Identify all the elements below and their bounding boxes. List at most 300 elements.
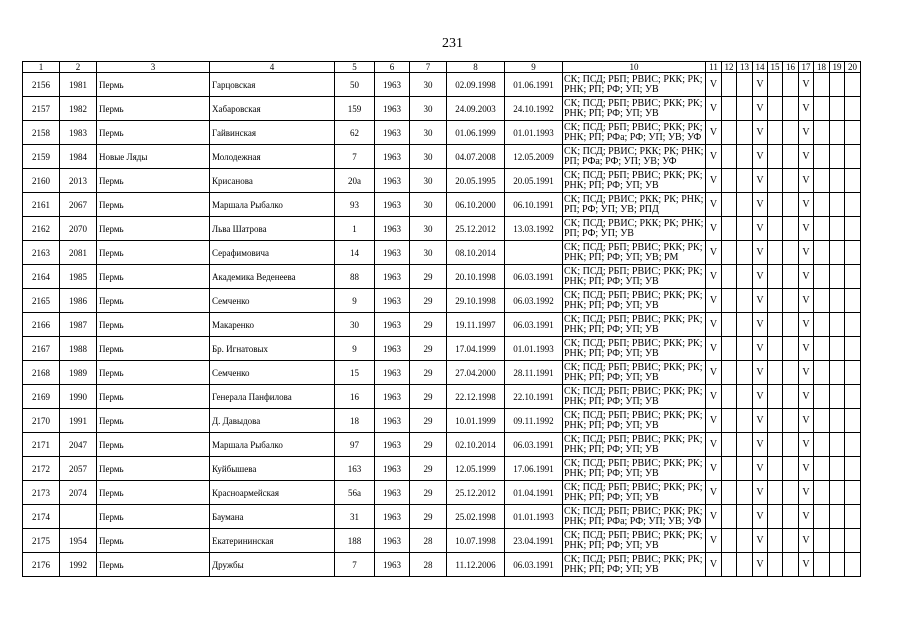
cell-value-col7: 30 [410,193,447,217]
column-header-5: 5 [335,62,375,73]
cell-mark-col18 [814,145,830,169]
cell-mark-col20 [845,361,861,385]
cell-date-col9: 06.03.1991 [505,553,563,577]
column-header-1: 1 [23,62,60,73]
cell-street: Крисанова [210,169,335,193]
cell-mark-col11: V [706,73,722,97]
cell-mark-col14: V [753,289,768,313]
cell-year: 1963 [375,121,410,145]
cell-mark-col13 [737,73,753,97]
cell-mark-col18 [814,553,830,577]
cell-mark-col12 [722,121,737,145]
cell-value-col7: 28 [410,529,447,553]
cell-mark-col18 [814,289,830,313]
cell-mark-col17: V [799,457,814,481]
cell-mark-col12 [722,529,737,553]
cell-value-col7: 29 [410,409,447,433]
cell-mark-col20 [845,481,861,505]
cell-date-col8: 17.04.1999 [447,337,505,361]
cell-row-number: 2169 [23,385,60,409]
cell-row-number: 2156 [23,73,60,97]
cell-mark-col12 [722,145,737,169]
cell-row-number: 2164 [23,265,60,289]
cell-mark-col12 [722,361,737,385]
cell-house-number: 30 [335,313,375,337]
cell-mark-col12 [722,313,737,337]
cell-mark-col20 [845,553,861,577]
cell-mark-col16 [783,121,799,145]
table-row [23,193,861,217]
cell-mark-col18 [814,385,830,409]
cell-mark-col12 [722,265,737,289]
cell-mark-col17: V [799,481,814,505]
cell-mark-col19 [830,217,845,241]
cell-mark-col15 [768,505,783,529]
cell-mark-col20 [845,241,861,265]
cell-row-number: 2163 [23,241,60,265]
cell-record-number: 2074 [60,481,97,505]
cell-mark-col13 [737,193,753,217]
cell-settlement: Пермь [97,361,210,385]
cell-mark-col16 [783,289,799,313]
cell-date-col8: 22.12.1998 [447,385,505,409]
cell-mark-col11: V [706,145,722,169]
cell-mark-col11: V [706,457,722,481]
cell-mark-col18 [814,361,830,385]
cell-mark-col16 [783,505,799,529]
cell-year: 1963 [375,409,410,433]
cell-value-col7: 30 [410,145,447,169]
table-row [23,121,861,145]
cell-settlement: Новые Ляды [97,145,210,169]
cell-mark-col16 [783,361,799,385]
cell-mark-col15 [768,241,783,265]
cell-mark-col15 [768,457,783,481]
cell-mark-col19 [830,361,845,385]
table-row [23,529,861,553]
cell-record-number: 1981 [60,73,97,97]
cell-mark-col16 [783,433,799,457]
cell-date-col9: 13.03.1992 [505,217,563,241]
cell-mark-col20 [845,313,861,337]
cell-house-number: 93 [335,193,375,217]
cell-mark-col16 [783,73,799,97]
cell-mark-col13 [737,337,753,361]
cell-row-number: 2167 [23,337,60,361]
cell-mark-col11: V [706,385,722,409]
cell-mark-col11: V [706,289,722,313]
cell-house-number: 50 [335,73,375,97]
cell-year: 1963 [375,361,410,385]
cell-mark-col13 [737,217,753,241]
cell-mark-col11: V [706,433,722,457]
cell-date-col8: 20.05.1995 [447,169,505,193]
cell-date-col8: 24.09.2003 [447,97,505,121]
cell-date-col8: 12.05.1999 [447,457,505,481]
table-row [23,145,861,169]
cell-date-col9: 06.03.1991 [505,265,563,289]
cell-mark-col11: V [706,409,722,433]
cell-date-col9: 24.10.1992 [505,97,563,121]
cell-mark-col20 [845,385,861,409]
cell-settlement: Пермь [97,337,210,361]
cell-mark-col16 [783,553,799,577]
table-row [23,433,861,457]
cell-mark-col18 [814,241,830,265]
table-row [23,289,861,313]
cell-mark-col11: V [706,121,722,145]
cell-value-col7: 30 [410,217,447,241]
cell-house-number: 1 [335,217,375,241]
cell-mark-col19 [830,73,845,97]
cell-mark-col14: V [753,97,768,121]
cell-mark-col12 [722,169,737,193]
column-header-3: 3 [97,62,210,73]
cell-year: 1963 [375,433,410,457]
cell-mark-col17: V [799,145,814,169]
cell-mark-col13 [737,433,753,457]
cell-mark-col12 [722,73,737,97]
cell-mark-col13 [737,97,753,121]
cell-date-col9 [505,241,563,265]
cell-date-col9: 20.05.1991 [505,169,563,193]
cell-year: 1963 [375,145,410,169]
cell-mark-col15 [768,73,783,97]
cell-date-col9: 17.06.1991 [505,457,563,481]
cell-codes: СК; ПСД; РВИС; РКК; РК; РНК; РП; РФ; УП; УВ; РПД [563,193,706,217]
table-row [23,409,861,433]
cell-street: Баумана [210,505,335,529]
cell-row-number: 2165 [23,289,60,313]
cell-value-col7: 29 [410,433,447,457]
cell-house-number: 7 [335,145,375,169]
cell-mark-col17: V [799,337,814,361]
cell-mark-col11: V [706,217,722,241]
cell-mark-col17: V [799,241,814,265]
cell-settlement: Пермь [97,73,210,97]
cell-codes: СК; ПСД; РБП; РВИС; РКК; РК; РНК; РП; РФ; УП; УВ [563,265,706,289]
cell-date-col9: 01.01.1993 [505,121,563,145]
cell-mark-col15 [768,145,783,169]
cell-settlement: Пермь [97,169,210,193]
cell-mark-col17: V [799,385,814,409]
cell-mark-col15 [768,361,783,385]
cell-mark-col17: V [799,265,814,289]
cell-mark-col12 [722,409,737,433]
cell-mark-col20 [845,217,861,241]
table-row [23,73,861,97]
table-row [23,553,861,577]
cell-house-number: 31 [335,505,375,529]
table-row [23,265,861,289]
cell-record-number: 2070 [60,217,97,241]
cell-mark-col13 [737,505,753,529]
cell-mark-col15 [768,337,783,361]
cell-mark-col18 [814,73,830,97]
cell-house-number: 16 [335,385,375,409]
cell-mark-col16 [783,313,799,337]
cell-mark-col14: V [753,361,768,385]
cell-mark-col13 [737,361,753,385]
cell-mark-col12 [722,481,737,505]
cell-street: Гарцовская [210,73,335,97]
cell-mark-col19 [830,409,845,433]
cell-mark-col11: V [706,241,722,265]
cell-house-number: 15 [335,361,375,385]
cell-mark-col12 [722,289,737,313]
cell-street: Д. Давыдова [210,409,335,433]
cell-codes: СК; ПСД; РВИС; РКК; РК; РНК; РП; РФа; РФ; УП; УВ; УФ [563,145,706,169]
cell-date-col8: 06.10.2000 [447,193,505,217]
cell-settlement: Пермь [97,385,210,409]
cell-year: 1963 [375,241,410,265]
cell-value-col7: 30 [410,169,447,193]
cell-year: 1963 [375,265,410,289]
cell-date-col8: 25.02.1998 [447,505,505,529]
cell-date-col8: 04.07.2008 [447,145,505,169]
cell-street: Бр. Игнатовых [210,337,335,361]
cell-mark-col20 [845,121,861,145]
column-header-6: 6 [375,62,410,73]
cell-codes: СК; ПСД; РБП; РВИС; РКК; РК; РНК; РП; РФ; УП; УВ [563,169,706,193]
cell-mark-col15 [768,289,783,313]
cell-mark-col20 [845,433,861,457]
cell-mark-col14: V [753,505,768,529]
cell-codes: СК; ПСД; РБП; РВИС; РКК; РК; РНК; РП; РФа; РФ; УП; УВ; УФ [563,121,706,145]
cell-date-col8: 20.10.1998 [447,265,505,289]
cell-mark-col15 [768,193,783,217]
cell-settlement: Пермь [97,457,210,481]
cell-date-col9: 06.03.1991 [505,313,563,337]
cell-mark-col20 [845,505,861,529]
cell-codes: СК; ПСД; РБП; РВИС; РКК; РК; РНК; РП; РФ; УП; УВ [563,313,706,337]
cell-codes: СК; ПСД; РБП; РВИС; РКК; РК; РНК; РП; РФ; УП; УВ [563,457,706,481]
cell-settlement: Пермь [97,121,210,145]
cell-mark-col16 [783,193,799,217]
cell-mark-col17: V [799,409,814,433]
cell-row-number: 2157 [23,97,60,121]
cell-street: Академика Веденеева [210,265,335,289]
cell-codes: СК; ПСД; РБП; РВИС; РКК; РК; РНК; РП; РФ; УП; УВ [563,409,706,433]
cell-mark-col15 [768,553,783,577]
cell-mark-col14: V [753,433,768,457]
cell-value-col7: 29 [410,337,447,361]
register-table [22,61,861,577]
column-header-10: 10 [563,62,706,73]
cell-mark-col19 [830,97,845,121]
cell-settlement: Пермь [97,529,210,553]
cell-mark-col15 [768,169,783,193]
cell-codes: СК; ПСД; РБП; РВИС; РКК; РК; РНК; РП; РФ; УП; УВ [563,529,706,553]
cell-street: Екатерининская [210,529,335,553]
cell-date-col9: 01.04.1991 [505,481,563,505]
cell-date-col8: 10.01.1999 [447,409,505,433]
cell-street: Семченко [210,361,335,385]
cell-mark-col12 [722,505,737,529]
column-header-20: 20 [845,62,861,73]
cell-mark-col11: V [706,193,722,217]
cell-row-number: 2158 [23,121,60,145]
table-row [23,505,861,529]
cell-mark-col11: V [706,337,722,361]
table-row [23,361,861,385]
table-row [23,217,861,241]
column-header-2: 2 [60,62,97,73]
cell-house-number: 56а [335,481,375,505]
cell-mark-col20 [845,145,861,169]
cell-record-number: 1983 [60,121,97,145]
cell-date-col8: 29.10.1998 [447,289,505,313]
cell-street: Красноармейская [210,481,335,505]
cell-mark-col14: V [753,385,768,409]
cell-record-number: 1954 [60,529,97,553]
cell-mark-col19 [830,169,845,193]
cell-mark-col20 [845,337,861,361]
cell-mark-col18 [814,121,830,145]
cell-mark-col16 [783,409,799,433]
cell-date-col8: 01.06.1999 [447,121,505,145]
cell-row-number: 2173 [23,481,60,505]
column-header-7: 7 [410,62,447,73]
cell-value-col7: 28 [410,553,447,577]
table-row [23,481,861,505]
cell-street: Гайвинская [210,121,335,145]
column-header-17: 17 [799,62,814,73]
cell-mark-col15 [768,121,783,145]
cell-settlement: Пермь [97,433,210,457]
cell-mark-col13 [737,409,753,433]
cell-mark-col17: V [799,193,814,217]
cell-mark-col12 [722,241,737,265]
cell-mark-col17: V [799,553,814,577]
cell-record-number: 1988 [60,337,97,361]
cell-mark-col14: V [753,145,768,169]
cell-record-number: 1982 [60,97,97,121]
cell-mark-col17: V [799,169,814,193]
cell-house-number: 7 [335,553,375,577]
cell-year: 1963 [375,457,410,481]
cell-row-number: 2161 [23,193,60,217]
cell-mark-col19 [830,265,845,289]
cell-street: Макаренко [210,313,335,337]
cell-year: 1963 [375,169,410,193]
cell-mark-col12 [722,433,737,457]
cell-record-number: 1987 [60,313,97,337]
cell-mark-col15 [768,433,783,457]
cell-mark-col18 [814,193,830,217]
cell-settlement: Пермь [97,313,210,337]
cell-mark-col15 [768,529,783,553]
cell-mark-col17: V [799,361,814,385]
cell-mark-col16 [783,385,799,409]
cell-date-col9: 22.10.1991 [505,385,563,409]
cell-record-number: 1986 [60,289,97,313]
cell-mark-col18 [814,313,830,337]
cell-date-col8: 25.12.2012 [447,217,505,241]
cell-date-col8: 02.09.1998 [447,73,505,97]
cell-codes: СК; ПСД; РВИС; РКК; РК; РНК; РП; РФ; УП; УВ [563,217,706,241]
cell-mark-col11: V [706,265,722,289]
cell-year: 1963 [375,313,410,337]
cell-mark-col18 [814,409,830,433]
cell-record-number: 2067 [60,193,97,217]
cell-mark-col17: V [799,289,814,313]
cell-street: Льва Шатрова [210,217,335,241]
cell-mark-col15 [768,409,783,433]
cell-codes: СК; ПСД; РБП; РВИС; РКК; РК; РНК; РП; РФ; УП; УВ [563,73,706,97]
cell-street: Семченко [210,289,335,313]
page-number: 231 [442,36,463,51]
cell-date-col9: 28.11.1991 [505,361,563,385]
column-header-12: 12 [722,62,737,73]
cell-mark-col14: V [753,73,768,97]
cell-mark-col11: V [706,313,722,337]
cell-settlement: Пермь [97,241,210,265]
cell-mark-col16 [783,457,799,481]
cell-settlement: Пермь [97,289,210,313]
cell-mark-col19 [830,193,845,217]
cell-value-col7: 30 [410,73,447,97]
cell-mark-col13 [737,169,753,193]
cell-mark-col14: V [753,217,768,241]
cell-mark-col11: V [706,481,722,505]
cell-value-col7: 30 [410,121,447,145]
cell-mark-col17: V [799,313,814,337]
cell-codes: СК; ПСД; РБП; РВИС; РКК; РК; РНК; РП; РФ; УП; УВ [563,361,706,385]
cell-record-number: 1989 [60,361,97,385]
cell-year: 1963 [375,481,410,505]
cell-mark-col12 [722,553,737,577]
cell-settlement: Пермь [97,409,210,433]
cell-mark-col15 [768,481,783,505]
cell-row-number: 2174 [23,505,60,529]
cell-date-col8: 27.04.2000 [447,361,505,385]
cell-date-col8: 10.07.1998 [447,529,505,553]
column-header-14: 14 [753,62,768,73]
cell-record-number: 1984 [60,145,97,169]
cell-mark-col13 [737,265,753,289]
cell-row-number: 2175 [23,529,60,553]
cell-mark-col14: V [753,457,768,481]
cell-row-number: 2172 [23,457,60,481]
cell-mark-col11: V [706,553,722,577]
cell-house-number: 159 [335,97,375,121]
cell-street: Хабаровская [210,97,335,121]
cell-value-col7: 29 [410,313,447,337]
cell-record-number: 1992 [60,553,97,577]
cell-mark-col15 [768,217,783,241]
cell-date-col8: 02.10.2014 [447,433,505,457]
cell-mark-col12 [722,385,737,409]
cell-year: 1963 [375,529,410,553]
cell-mark-col12 [722,337,737,361]
column-header-15: 15 [768,62,783,73]
column-header-4: 4 [210,62,335,73]
cell-house-number: 97 [335,433,375,457]
cell-mark-col14: V [753,241,768,265]
cell-mark-col18 [814,217,830,241]
cell-mark-col13 [737,385,753,409]
cell-mark-col13 [737,481,753,505]
cell-mark-col20 [845,169,861,193]
column-header-9: 9 [505,62,563,73]
cell-mark-col18 [814,169,830,193]
cell-mark-col12 [722,217,737,241]
cell-date-col9: 23.04.1991 [505,529,563,553]
cell-settlement: Пермь [97,97,210,121]
cell-mark-col11: V [706,361,722,385]
cell-year: 1963 [375,97,410,121]
